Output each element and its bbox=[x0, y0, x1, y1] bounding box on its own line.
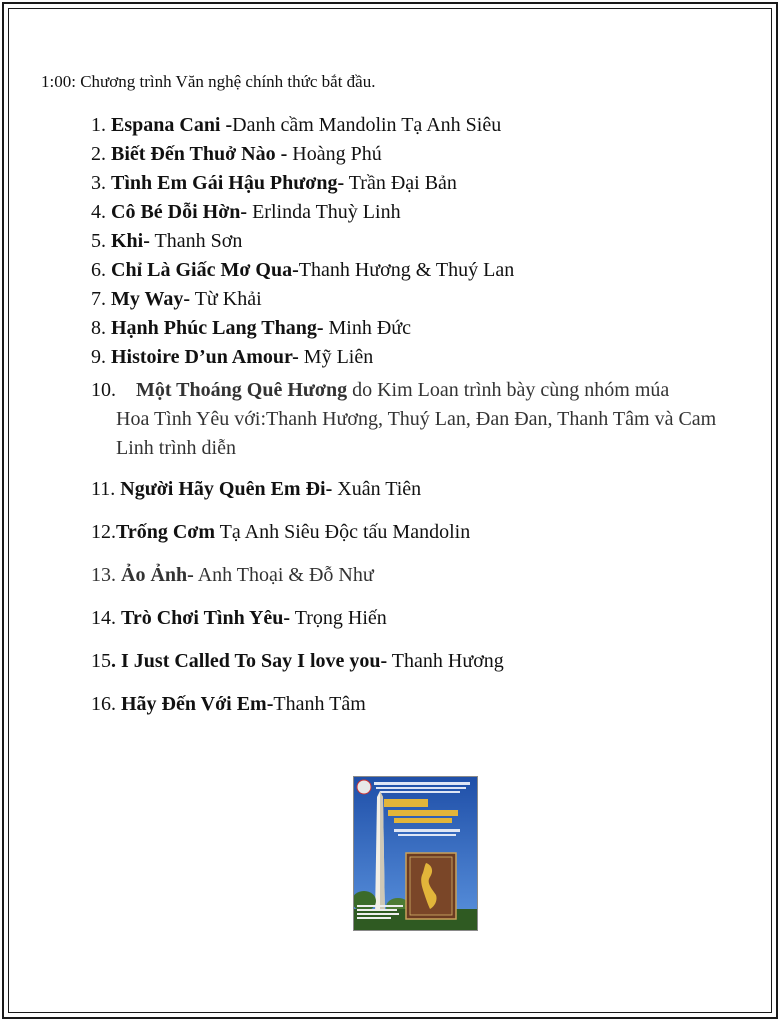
program-item: 16. Hãy Đến Với Em-Thanh Tâm bbox=[91, 693, 366, 715]
performer: Danh cầm Mandolin Tạ Anh Siêu bbox=[232, 114, 502, 136]
performer: Anh Thoại & Đỗ Như bbox=[193, 564, 374, 586]
program-start-line: 1:00: Chương trình Văn nghệ chính thức bắt đầu. bbox=[41, 72, 376, 91]
program-item-10: 10. Một Thoáng Quê Hương do Kim Loan trình bày cùng nhóm múa Hoa Tình Yêu với:Thanh Hương, Thuý Lan, Đan Đan, Thanh Tâm và Cam Linh trình diễn bbox=[91, 376, 751, 463]
song-title: Hạnh Phúc Lang Thang- bbox=[111, 317, 324, 339]
performer: Erlinda Thuỳ Linh bbox=[247, 201, 401, 223]
performer: Hoàng Phú bbox=[287, 143, 382, 165]
song-title: Cô Bé Dỗi Hờn- bbox=[111, 201, 248, 223]
program-item: 13. Ảo Ảnh- Anh Thoại & Đỗ Như bbox=[91, 564, 374, 586]
performer: Tạ Anh Siêu Độc tấu Mandolin bbox=[215, 521, 471, 543]
program-item: 4. Cô Bé Dỗi Hờn- Erlinda Thuỳ Linh bbox=[91, 201, 401, 223]
program-item: 5. Khi- Thanh Sơn bbox=[91, 230, 243, 252]
song-title: Tình Em Gái Hậu Phương- bbox=[111, 172, 345, 194]
program-item: 14. Trò Chơi Tình Yêu- Trọng Hiến bbox=[91, 607, 387, 629]
song-title: Histoire D’un Amour- bbox=[111, 346, 299, 368]
song-title: . I Just Called To Say I love you- bbox=[111, 650, 388, 672]
program-item: 9. Histoire D’un Amour- Mỹ Liên bbox=[91, 346, 374, 368]
performer: do Kim Loan trình bày cùng nhóm múa bbox=[347, 379, 670, 401]
poster-illustration bbox=[354, 777, 477, 930]
song-title: Biết Đến Thuở Nào - bbox=[111, 143, 288, 165]
performer-continuation: Hoa Tình Yêu với:Thanh Hương, Thuý Lan, Đan Đan, Thanh Tâm và Cam Linh trình diễn bbox=[116, 408, 717, 459]
program-item: 1. Espana Cani -Danh cầm Mandolin Tạ Anh Siêu bbox=[91, 114, 502, 136]
song-title: Người Hãy Quên Em Đi- bbox=[120, 478, 333, 500]
song-title: Trống Cơm bbox=[116, 521, 216, 543]
performer: Minh Đức bbox=[323, 317, 411, 339]
program-item: 7. My Way- Từ Khải bbox=[91, 288, 262, 310]
song-title: Một Thoáng Quê Hương bbox=[136, 379, 348, 401]
program-item: 8. Hạnh Phúc Lang Thang- Minh Đức bbox=[91, 317, 411, 339]
song-title: Espana Cani - bbox=[111, 114, 233, 136]
song-title: Trò Chơi Tình Yêu- bbox=[121, 607, 291, 629]
song-title: My Way- bbox=[111, 288, 191, 310]
performer: Thanh Hương bbox=[387, 650, 504, 672]
performer: Trọng Hiến bbox=[290, 607, 387, 629]
song-title: Ảo Ảnh- bbox=[121, 564, 194, 586]
performer: Từ Khải bbox=[190, 288, 262, 310]
event-poster-image bbox=[353, 776, 478, 931]
program-item: 3. Tình Em Gái Hậu Phương- Trần Đại Bản bbox=[91, 172, 457, 194]
performer: Thanh Sơn bbox=[149, 230, 243, 252]
program-item: 11. Người Hãy Quên Em Đi- Xuân Tiên bbox=[91, 478, 422, 500]
program-item: 12.Trống Cơm Tạ Anh Siêu Độc tấu Mandolin bbox=[91, 521, 471, 543]
song-title: Chỉ Là Giấc Mơ Qua- bbox=[111, 259, 299, 281]
performer: Thanh Hương & Thuý Lan bbox=[298, 259, 515, 281]
song-title: Khi- bbox=[111, 230, 150, 252]
program-item: 6. Chỉ Là Giấc Mơ Qua-Thanh Hương & Thuý Lan bbox=[91, 259, 515, 281]
performer: Thanh Tâm bbox=[273, 693, 366, 715]
program-item: 15. I Just Called To Say I love you- Thanh Hương bbox=[91, 650, 504, 672]
performer: Mỹ Liên bbox=[298, 346, 374, 368]
program-item: 2. Biết Đến Thuở Nào - Hoàng Phú bbox=[91, 143, 382, 165]
performer: Xuân Tiên bbox=[332, 478, 422, 500]
performer: Trần Đại Bản bbox=[344, 172, 457, 194]
song-title: Hãy Đến Với Em- bbox=[121, 693, 274, 715]
